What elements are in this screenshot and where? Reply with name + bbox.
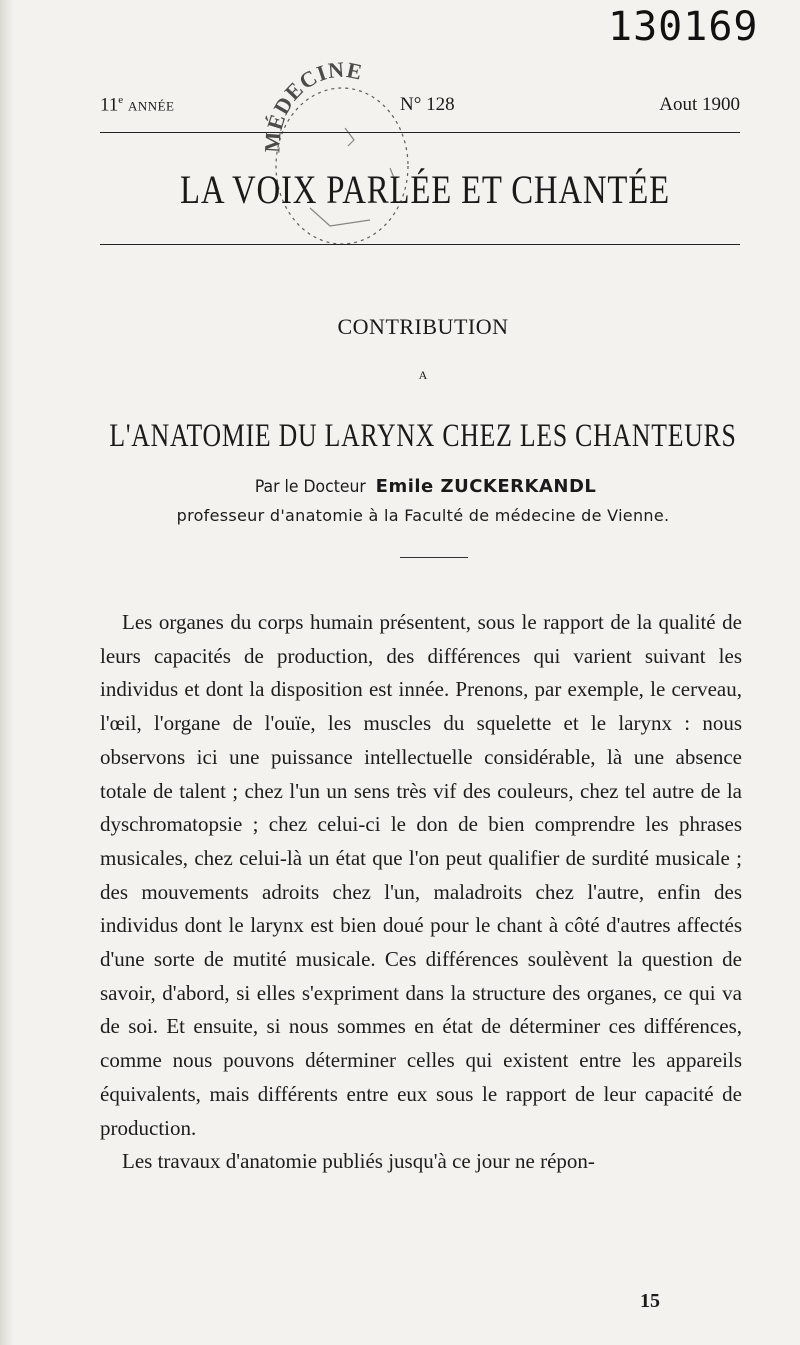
issue-year-ordinal: 11 <box>100 94 119 116</box>
issue-year-suffix: e <box>118 94 124 106</box>
journal-title: LA VOIX PARLÉE ET CHANTÉE <box>179 167 671 212</box>
header-top-rule <box>100 132 740 133</box>
archive-number: 130169 <box>608 4 759 50</box>
author-prefix: Par le Docteur <box>254 477 366 497</box>
stamp-text: MÉDECINE <box>259 56 366 154</box>
header-bottom-rule <box>100 244 740 245</box>
article-body <box>100 606 742 1179</box>
issue-year <box>100 94 174 116</box>
page-edge <box>0 0 14 1345</box>
author-name: Emile ZUCKERKANDL <box>375 476 597 497</box>
library-stamp <box>250 48 420 248</box>
body-paragraph: Les travaux d'anatomie publiés jusqu'à ce jour ne répon- <box>122 1149 595 1174</box>
article-title: L'ANATOMIE DU LARYNX CHEZ LES CHANTEURS <box>109 418 737 454</box>
article-connector: A <box>418 368 428 382</box>
page-number: 15 <box>640 1290 660 1312</box>
issue-date <box>659 94 740 116</box>
author-line <box>0 476 800 497</box>
issue-line <box>100 94 740 122</box>
author-affiliation: professeur d'anatomie à la Faculté de médecine de Vienne. <box>176 506 670 525</box>
issue-number: N° 128 <box>400 94 455 115</box>
issue-year-label: ANNÉE <box>127 98 175 114</box>
article-kicker: CONTRIBUTION <box>337 314 509 339</box>
issue-month: Aout <box>659 94 698 115</box>
body-paragraph: Les organes du corps humain présentent, sous le rapport de la qualité de leurs capacités de production, des différences qui varient suivant les individus et dont la disposition est innée. Prenons, par exemple, le cerveau, l'œil, l'organe de l'ouïe, les muscles du squelette et le larynx : nous observons ici une puissance intellectuelle considérable, là une absence totale de talent ; chez l'un un sens très vif des couleurs, chez tel autre de la dyschromatopsie ; chez celui-ci le don de bien comprendre les phrases musicales, chez celui-là un état que l'on peut qualifier de surdité musicale ; des mouvements adroits chez l'un, maladroits chez l'autre, enfin des individus dont le larynx est bien doué pour le chant à côté d'autres affectés d'une sorte de mutité musicale. Ces différences soulèvent la question de savoir, d'abord, si elles s'expriment dans la structure des organes, ce qui va de soi. Et ensuite, si nous sommes en état de déterminer ces différences, comme nous pouvons déterminer celles qui existent entre les appareils équivalents, mais différents entre eux sous le rapport de leur capacité de production. <box>100 610 742 1140</box>
section-divider <box>400 557 468 558</box>
issue-year-value: 1900 <box>702 94 740 115</box>
